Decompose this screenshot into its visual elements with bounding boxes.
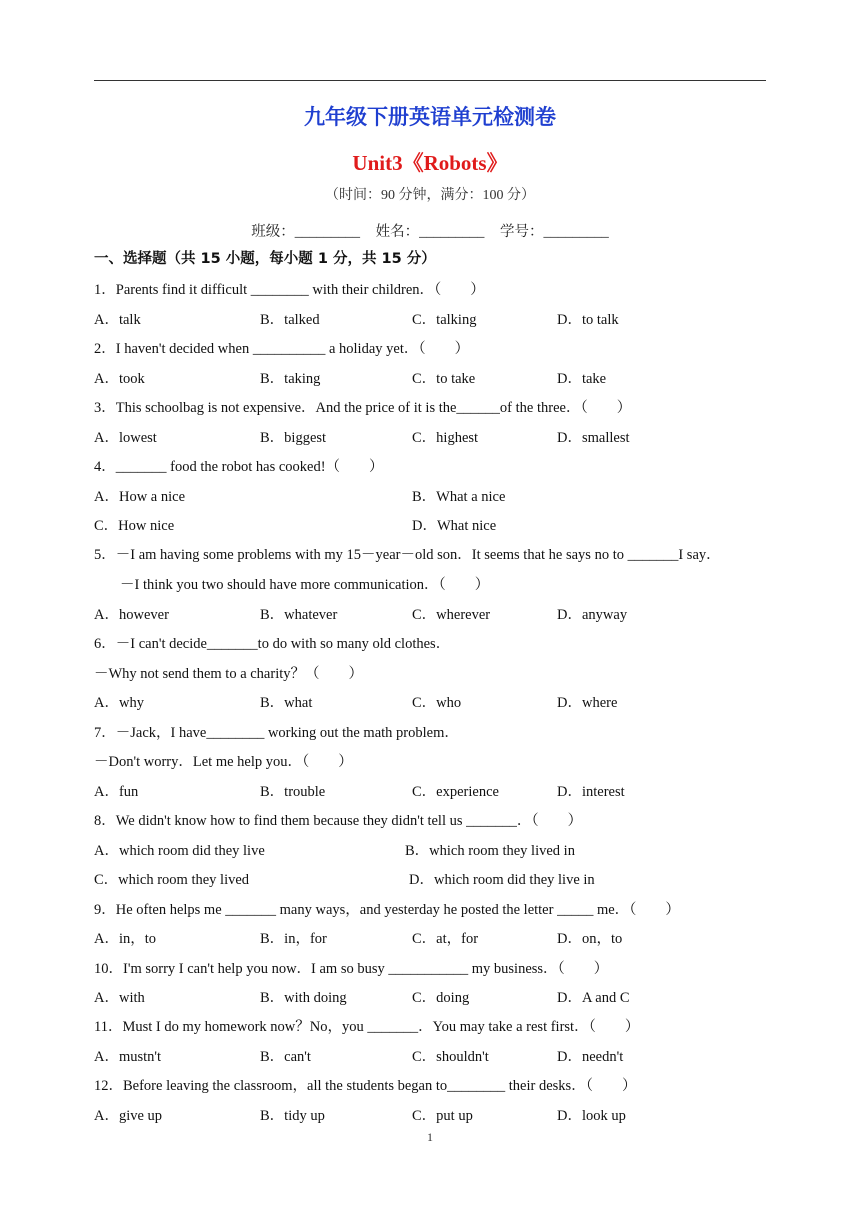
q3-option-c: C．highest — [412, 430, 479, 446]
page-number: 1 — [427, 1130, 433, 1144]
q11-option-c: C．shouldn't — [412, 1049, 489, 1065]
question-5-line-2: －I think you two should have more communication．（ ） — [120, 577, 490, 593]
q2-option-a: A．took — [94, 371, 145, 387]
question-1: 1．Parents find it difficult ________ with their children．（ ） — [94, 282, 485, 298]
q6-option-c: C．who — [412, 695, 462, 711]
question-3: 3．This schoolbag is not expensive．And the price of it is the______of the three．（ ） — [94, 400, 632, 416]
q9-option-d: D．on，to — [557, 931, 623, 947]
q2-option-b: B．taking — [260, 371, 321, 387]
q9-option-c: C．at，for — [412, 931, 479, 947]
q8-option-d: D．which room did they live in — [409, 872, 595, 888]
q11-option-d: D．needn't — [557, 1049, 624, 1065]
q11-option-a: A．mustn't — [94, 1049, 162, 1065]
q7-option-b: B．trouble — [260, 784, 326, 800]
q4-option-b: B．What a nice — [412, 489, 506, 505]
q7-option-d: D．interest — [557, 784, 625, 800]
q10-option-b: B．with doing — [260, 990, 347, 1006]
question-7-line-2: －Don't worry．Let me help you．（ ） — [94, 754, 353, 770]
id-label: 学号：_________ — [500, 224, 609, 240]
class-label: 班级：_________ — [251, 224, 360, 240]
q10-option-a: A．with — [94, 990, 145, 1006]
q8-option-b: B．which room they lived in — [405, 843, 575, 859]
q6-option-a: A．why — [94, 695, 144, 711]
question-6: 6．－I can't decide_______to do with so many old clothes． — [94, 636, 451, 652]
q11-option-b: B．can't — [260, 1049, 311, 1065]
q5-option-a: A．however — [94, 607, 169, 623]
q12-option-d: D．look up — [557, 1108, 626, 1124]
q2-option-d: D．take — [557, 371, 607, 387]
q5-option-d: D．anyway — [557, 607, 628, 623]
header-rule — [94, 80, 766, 81]
q3-option-b: B．biggest — [260, 430, 327, 446]
q7-option-a: A．fun — [94, 784, 139, 800]
q3-option-a: A．lowest — [94, 430, 157, 446]
question-4: 4．_______ food the robot has cooked!（ ） — [94, 459, 384, 475]
question-8: 8．We didn't know how to find them because they didn't tell us _______．（ ） — [94, 813, 583, 829]
name-label: 姓名：_________ — [375, 224, 485, 240]
q5-option-c: C．wherever — [412, 607, 491, 623]
question-7: 7．－Jack，I have________ working out the math problem． — [94, 725, 459, 741]
q6-option-d: D．where — [557, 695, 618, 711]
q6-option-b: B．what — [260, 695, 313, 711]
q12-option-c: C．put up — [412, 1108, 473, 1124]
student-info — [0, 220, 860, 241]
question-10: 10．I'm sorry I can't help you now．I am so busy ___________ my business．（ ） — [94, 961, 609, 977]
question-12: 12．Before leaving the classroom，all the students began to________ their desks．（ ） — [94, 1078, 637, 1094]
q10-option-d: D．A and C — [557, 990, 630, 1006]
q4-option-c: C．How nice — [94, 518, 175, 534]
q8-option-c: C．which room they lived — [94, 872, 250, 888]
q8-option-a: A．which room did they live — [94, 843, 265, 859]
question-2: 2．I haven't decided when __________ a holiday yet．（ ） — [94, 341, 470, 357]
q4-option-d: D．What nice — [412, 518, 497, 534]
exam-title: 九年级下册英语单元检测卷 — [304, 105, 556, 129]
exam-time-score: （时间：90 分钟，满分：100 分） — [325, 188, 535, 203]
q9-option-b: B．in，for — [260, 931, 327, 947]
question-5: 5．－I am having some problems with my 15－year－old son．It seems that he says no to _______I say． — [94, 547, 721, 563]
unit-title: Unit3《Robots》 — [352, 151, 508, 175]
question-6-line-2: －Why not send them to a charity？（ ） — [94, 666, 364, 682]
question-9: 9．He often helps me _______ many ways，and yesterday he posted the letter _____ me．（ ） — [94, 902, 680, 918]
q9-option-a: A．in，to — [94, 931, 157, 947]
q1-option-c: C．talking — [412, 312, 477, 328]
q3-option-d: D．smallest — [557, 430, 630, 446]
q5-option-b: B．whatever — [260, 607, 338, 623]
q1-option-d: D．to talk — [557, 312, 619, 328]
q4-option-a: A．How a nice — [94, 489, 186, 505]
q2-option-c: C．to take — [412, 371, 476, 387]
q12-option-b: B．tidy up — [260, 1108, 325, 1124]
question-11: 11．Must I do my homework now？No，you _______．You may take a rest first．（ ） — [94, 1019, 640, 1035]
q10-option-c: C．doing — [412, 990, 470, 1006]
q12-option-a: A．give up — [94, 1108, 163, 1124]
section-title: 一、选择题（共 15 小题，每小题 1 分，共 15 分） — [94, 251, 436, 267]
q1-option-a: A．talk — [94, 312, 141, 328]
q1-option-b: B．talked — [260, 312, 320, 328]
q7-option-c: C．experience — [412, 784, 499, 800]
